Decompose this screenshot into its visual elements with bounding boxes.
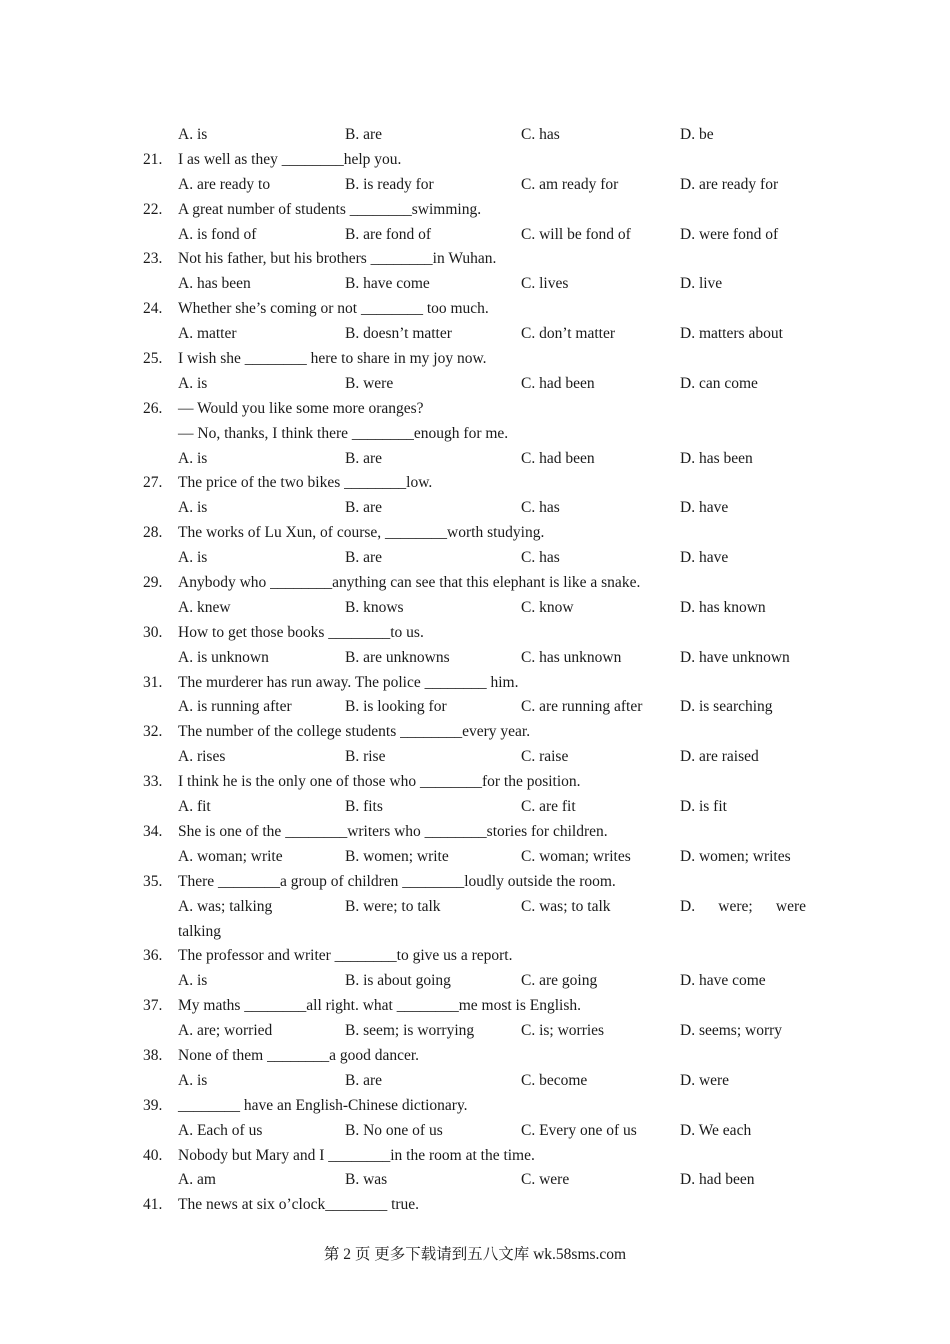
option-row (0, 546, 950, 571)
option-b: B. are unknowns (345, 648, 450, 666)
option-c: C. lives (521, 275, 569, 293)
option-row (0, 123, 950, 148)
option-d: D. has been (680, 449, 753, 467)
question-text-line2: — No, thanks, I think there ________enough for me. (178, 424, 509, 442)
option-a: A. are ready to (178, 175, 271, 193)
option-b: B. is looking for (345, 698, 447, 716)
question-stem (0, 148, 950, 173)
question-stem (0, 471, 950, 496)
option-b: B. are (345, 126, 383, 143)
option-a: A. is (178, 549, 208, 567)
question-text: I think he is the only one of those who ________for the position. (178, 773, 581, 791)
question-number: 23. (143, 250, 163, 268)
option-d: D. women; writes (680, 847, 791, 865)
question-text: The price of the two bikes ________low. (178, 474, 433, 492)
question-stem (0, 521, 950, 546)
option-b: B. are (345, 449, 383, 467)
question-text: The news at six o’clock________ true. (178, 1196, 420, 1214)
option-b: B. are (345, 549, 383, 567)
option-row (0, 1019, 950, 1044)
option-a: A. am (178, 1171, 216, 1189)
option-c: C. had been (521, 449, 595, 467)
option-d-part: were (775, 897, 806, 915)
option-d: D. have (680, 499, 729, 517)
option-d: D. are ready for (680, 175, 779, 193)
option-a: A. is running after (178, 698, 292, 716)
option-c: C. am ready for (521, 175, 619, 193)
option-c: C. was; to talk (521, 897, 611, 915)
option-b: B. were (345, 374, 394, 392)
option-a: A. has been (178, 275, 251, 293)
question-number: 35. (143, 872, 163, 890)
option-d: D. have come (680, 972, 766, 990)
question-number: 32. (143, 723, 163, 741)
question-number: 29. (143, 574, 163, 592)
question-stem (0, 1094, 950, 1119)
option-row (0, 1119, 950, 1144)
question-text: — Would you like some more oranges? (178, 399, 424, 417)
question-number: 22. (143, 200, 163, 218)
option-c: C. had been (521, 374, 595, 392)
option-c: C. will be fond of (521, 225, 631, 243)
question-number: 37. (143, 997, 163, 1015)
option-a: A. knew (178, 598, 231, 616)
question-number: 27. (143, 474, 163, 492)
option-b: B. is about going (345, 972, 451, 990)
question-text: The number of the college students ________every year. (178, 723, 531, 741)
option-d: D. were (680, 1071, 730, 1089)
option-d-part: D. (680, 897, 696, 915)
option-d: D. is searching (680, 698, 773, 716)
option-a: A. is (178, 972, 208, 990)
option-row (0, 496, 950, 521)
option-d: D. can come (680, 374, 758, 392)
option-a: A. is (178, 1071, 208, 1089)
option-c: C. become (521, 1071, 588, 1089)
question-number: 30. (143, 623, 163, 641)
option-a: A. matter (178, 325, 237, 343)
option-c: C. is; worries (521, 1022, 605, 1040)
question-stem (0, 198, 950, 223)
option-b: B. fits (345, 798, 383, 816)
question-number: 26. (143, 399, 163, 417)
question-text: She is one of the ________writers who ________stories for children. (178, 822, 608, 840)
option-c: C. are running after (521, 698, 643, 716)
option-b: B. rise (345, 748, 386, 766)
question-stem (0, 820, 950, 845)
question-stem (0, 1193, 950, 1218)
question-text: The professor and writer ________to give us a report. (178, 947, 513, 965)
question-number: 40. (143, 1146, 163, 1164)
question-text: My maths ________all right. what ________me most is English. (178, 997, 581, 1015)
option-b: B. were; to talk (345, 897, 441, 915)
question-stem (0, 297, 950, 322)
option-b: B. have come (345, 275, 430, 293)
option-d: D. We each (680, 1121, 752, 1139)
option-d (680, 895, 806, 920)
question-stem (0, 247, 950, 272)
question-stem (0, 571, 950, 596)
option-row (0, 895, 950, 920)
option-d: D. have (680, 549, 729, 567)
option-row (0, 223, 950, 248)
question-stem (0, 671, 950, 696)
question-stem (0, 720, 950, 745)
question-number: 25. (143, 350, 163, 368)
option-continuation (0, 920, 950, 945)
option-d: D. live (680, 275, 723, 293)
option-a: A. is (178, 499, 208, 517)
option-c: C. were (521, 1171, 570, 1189)
question-number: 36. (143, 947, 163, 965)
option-d: D. is fit (680, 798, 727, 816)
option-c: C. has unknown (521, 648, 622, 666)
question-stem (0, 1144, 950, 1169)
question-number: 34. (143, 822, 163, 840)
option-c: C. woman; writes (521, 847, 631, 865)
option-b: B. knows (345, 598, 404, 616)
option-a: A. are; worried (178, 1022, 273, 1040)
option-a: A. Each of us (178, 1121, 263, 1139)
option-a: A. is fond of (178, 225, 257, 243)
question-text: Not his father, but his brothers ________in Wuhan. (178, 250, 497, 268)
option-c: C. has (521, 549, 560, 567)
option-d: D. are raised (680, 748, 759, 766)
option-b: B. was (345, 1171, 388, 1189)
question-text: The murderer has run away. The police ________ him. (178, 673, 519, 691)
option-b: B. are fond of (345, 225, 432, 243)
question-number: 33. (143, 773, 163, 791)
option-row (0, 646, 950, 671)
option-row (0, 969, 950, 994)
option-row (0, 1069, 950, 1094)
option-c: C. has (521, 126, 560, 143)
option-row (0, 173, 950, 198)
question-stem (0, 621, 950, 646)
option-row (0, 745, 950, 770)
option-b: B. doesn’t matter (345, 325, 452, 343)
option-c: C. Every one of us (521, 1121, 637, 1139)
option-row (0, 695, 950, 720)
question-stem (0, 870, 950, 895)
question-text: None of them ________a good dancer. (178, 1046, 420, 1064)
question-number: 31. (143, 673, 163, 691)
option-a: A. is (178, 126, 208, 143)
option-a: A. woman; write (178, 847, 283, 865)
option-a: A. was; talking (178, 897, 273, 915)
option-b: B. No one of us (345, 1121, 443, 1139)
option-b: B. are (345, 1071, 383, 1089)
option-d: D. were fond of (680, 225, 779, 243)
option-b: B. are (345, 499, 383, 517)
option-c: C. has (521, 499, 560, 517)
question-text: There ________a group of children ________loudly outside the room. (178, 872, 616, 890)
option-b: B. is ready for (345, 175, 434, 193)
option-a: A. fit (178, 798, 211, 816)
question-stem (0, 397, 950, 422)
option-row (0, 596, 950, 621)
question-stem (0, 1044, 950, 1069)
option-a: A. is unknown (178, 648, 269, 666)
question-stem (0, 347, 950, 372)
question-number: 41. (143, 1196, 163, 1214)
question-stem (0, 994, 950, 1019)
question-number: 28. (143, 524, 163, 542)
question-text: How to get those books ________to us. (178, 623, 424, 641)
option-row (0, 795, 950, 820)
option-d: D. matters about (680, 325, 783, 343)
exam-page (0, 123, 950, 1218)
question-text: ________ have an English-Chinese dictionary. (178, 1096, 468, 1114)
option-c: C. are fit (521, 798, 576, 816)
option-a: A. is (178, 449, 208, 467)
option-row (0, 845, 950, 870)
option-a: A. rises (178, 748, 226, 766)
question-text: Anybody who ________anything can see that this elephant is like a snake. (178, 574, 641, 592)
option-row (0, 322, 950, 347)
question-stem (0, 770, 950, 795)
question-text: Nobody but Mary and I ________in the room at the time. (178, 1146, 535, 1164)
option-row (0, 272, 950, 297)
question-number: 21. (143, 150, 163, 168)
option-b: B. seem; is worrying (345, 1022, 475, 1040)
option-c: C. are going (521, 972, 598, 990)
option-d: D. has known (680, 598, 766, 616)
question-text: I wish she ________ here to share in my joy now. (178, 350, 487, 368)
option-d-part: were; (718, 897, 753, 915)
question-number: 24. (143, 300, 163, 318)
option-c: C. know (521, 598, 574, 616)
option-d: D. be (680, 126, 714, 143)
option-row (0, 1168, 950, 1193)
question-number: 38. (143, 1046, 163, 1064)
question-text: Whether she’s coming or not ________ too much. (178, 300, 489, 318)
question-text: The works of Lu Xun, of course, ________worth studying. (178, 524, 545, 542)
option-c: C. don’t matter (521, 325, 615, 343)
option-b: B. women; write (345, 847, 449, 865)
question-text: A great number of students ________swimming. (178, 200, 482, 218)
option-row (0, 372, 950, 397)
option-d-continuation: talking (178, 922, 222, 940)
option-d: D. have unknown (680, 648, 790, 666)
question-stem (0, 944, 950, 969)
question-number: 39. (143, 1096, 163, 1114)
option-row (0, 447, 950, 472)
question-stem-line2 (0, 422, 950, 447)
question-text: I as well as they ________help you. (178, 150, 402, 168)
option-d: D. seems; worry (680, 1022, 783, 1040)
option-a: A. is (178, 374, 208, 392)
page-footer: 第 2 页 更多下载请到五八文库 wk.58sms.com (323, 1246, 627, 1263)
option-d: D. had been (680, 1171, 755, 1189)
option-c: C. raise (521, 748, 569, 766)
